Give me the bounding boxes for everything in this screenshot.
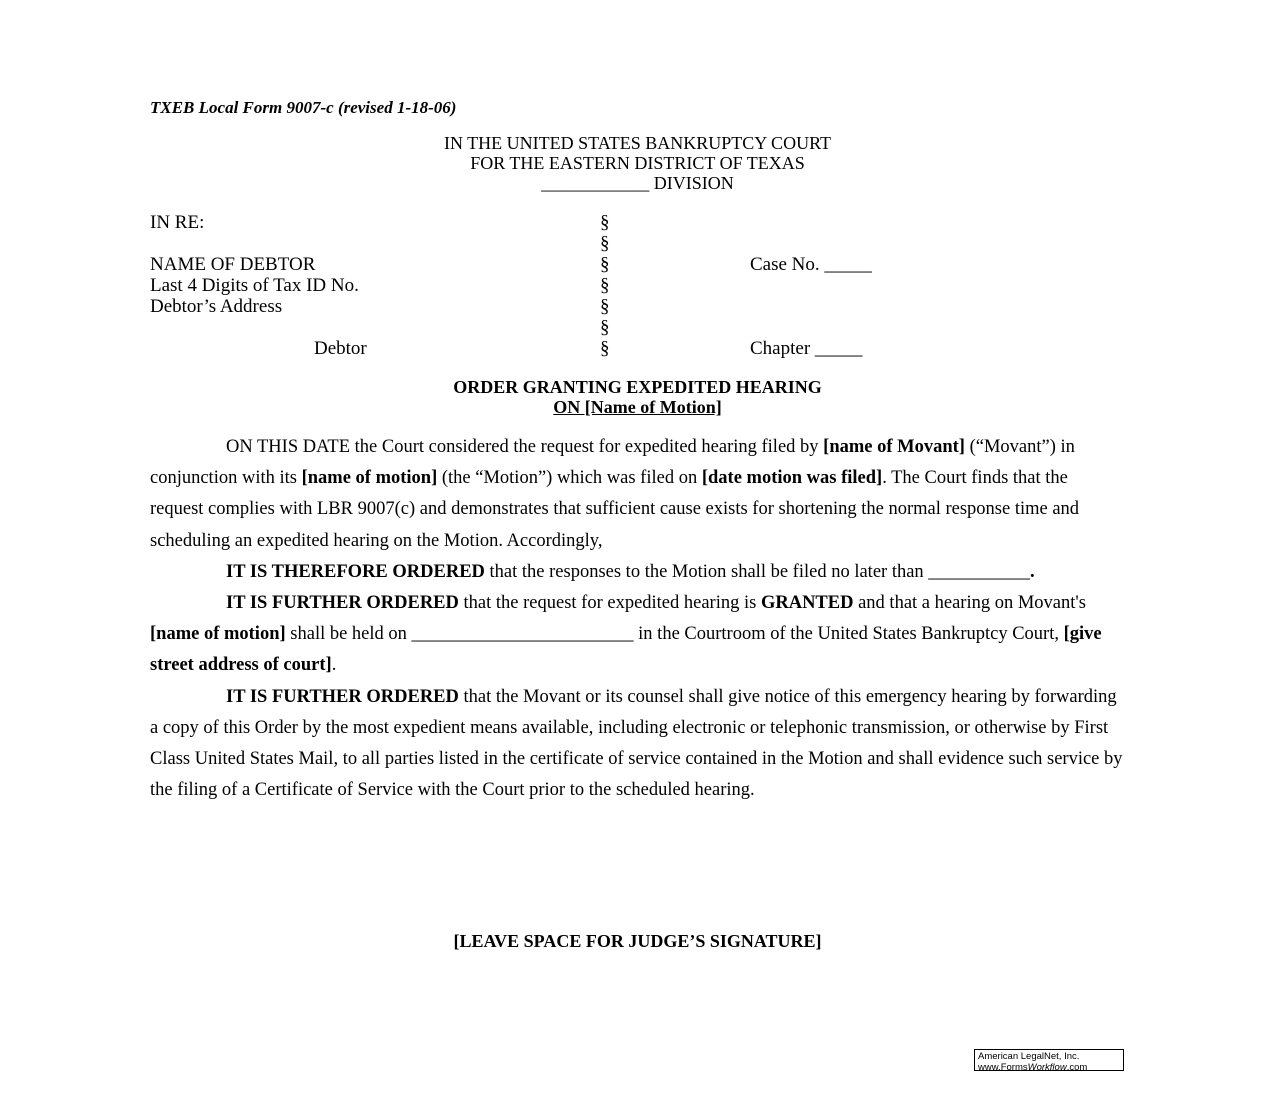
section-symbol: § xyxy=(600,317,610,338)
judge-signature-placeholder: [LEAVE SPACE FOR JUDGE’S SIGNATURE] xyxy=(453,931,822,951)
section-symbol: § xyxy=(600,296,610,317)
order-title-main: ORDER GRANTING EXPEDITED HEARING xyxy=(453,377,822,397)
debtor-name: NAME OF DEBTOR xyxy=(150,254,316,275)
section-symbol: § xyxy=(600,233,610,254)
paragraph-notice: IT IS FURTHER ORDERED that the Movant or its counsel shall give notice of this emergency hearing by forwarding a copy of this Order by the most expedient means available, including electronic or telephonic transmission, or otherwise by First Class United States Mail, to all parties listed in the certificate of service contained in the Motion and shall evidence such service by the filing of a Certificate of Service with the Court prior to the scheduled hearing. xyxy=(150,686,1123,801)
form-identifier: TXEB Local Form 9007-c (revised 1-18-06) xyxy=(150,98,457,117)
order-title-sub: ON [Name of Motion] xyxy=(553,397,722,417)
order-body xyxy=(150,432,1125,806)
caption-row xyxy=(0,233,1275,254)
section-symbol: § xyxy=(600,212,610,233)
section-symbol: § xyxy=(600,254,610,275)
debtor-label: Debtor xyxy=(314,338,367,359)
case-number: Case No. _____ xyxy=(750,254,872,275)
tax-id-line: Last 4 Digits of Tax ID No. xyxy=(150,275,359,296)
footer-brand-box xyxy=(974,1049,1124,1071)
section-symbol: § xyxy=(600,338,610,359)
caption-row xyxy=(0,254,1275,275)
caption-row xyxy=(0,338,1275,359)
paragraph-hearing-granted: IT IS FURTHER ORDERED that the request for expedited hearing is GRANTED and that a hearing on Movant's [name of motion] shall be held on ________________________ in the Courtroom of the United States Bankruptcy Court, [give street address of court]. xyxy=(150,593,1102,676)
in-re-label: IN RE: xyxy=(150,212,205,233)
brand-url: www.FormsWorkflow.com xyxy=(978,1062,1088,1073)
paragraph-consideration: ON THIS DATE the Court considered the request for expedited hearing filed by [name of Movant] (“Movant”) in conjunction with its [name of motion] (the “Motion”) which was filed on [date motion was filed]. The Court finds that the request complies with LBR 9007(c) and demonstrates that sufficient cause exists for shortening the normal response time and scheduling an expedited hearing on the Motion. Accordingly, xyxy=(150,437,1080,551)
caption-row xyxy=(0,212,1275,233)
caption-row xyxy=(0,275,1275,296)
debtor-address: Debtor’s Address xyxy=(150,296,283,317)
court-name-line: IN THE UNITED STATES BANKRUPTCY COURT xyxy=(444,133,831,153)
brand-company: American LegalNet, Inc. xyxy=(978,1051,1080,1062)
caption-row xyxy=(0,317,1275,338)
court-district-line: FOR THE EASTERN DISTRICT OF TEXAS xyxy=(470,153,805,173)
section-symbol: § xyxy=(600,275,610,296)
chapter-number: Chapter _____ xyxy=(750,338,863,359)
court-header xyxy=(0,133,1275,193)
caption-row xyxy=(0,296,1275,317)
paragraph-therefore-ordered: IT IS THEREFORE ORDERED that the responses to the Motion shall be filed no later than ___________. xyxy=(226,561,1035,582)
order-title xyxy=(0,377,1275,417)
court-division-line: ____________ DIVISION xyxy=(541,173,734,193)
